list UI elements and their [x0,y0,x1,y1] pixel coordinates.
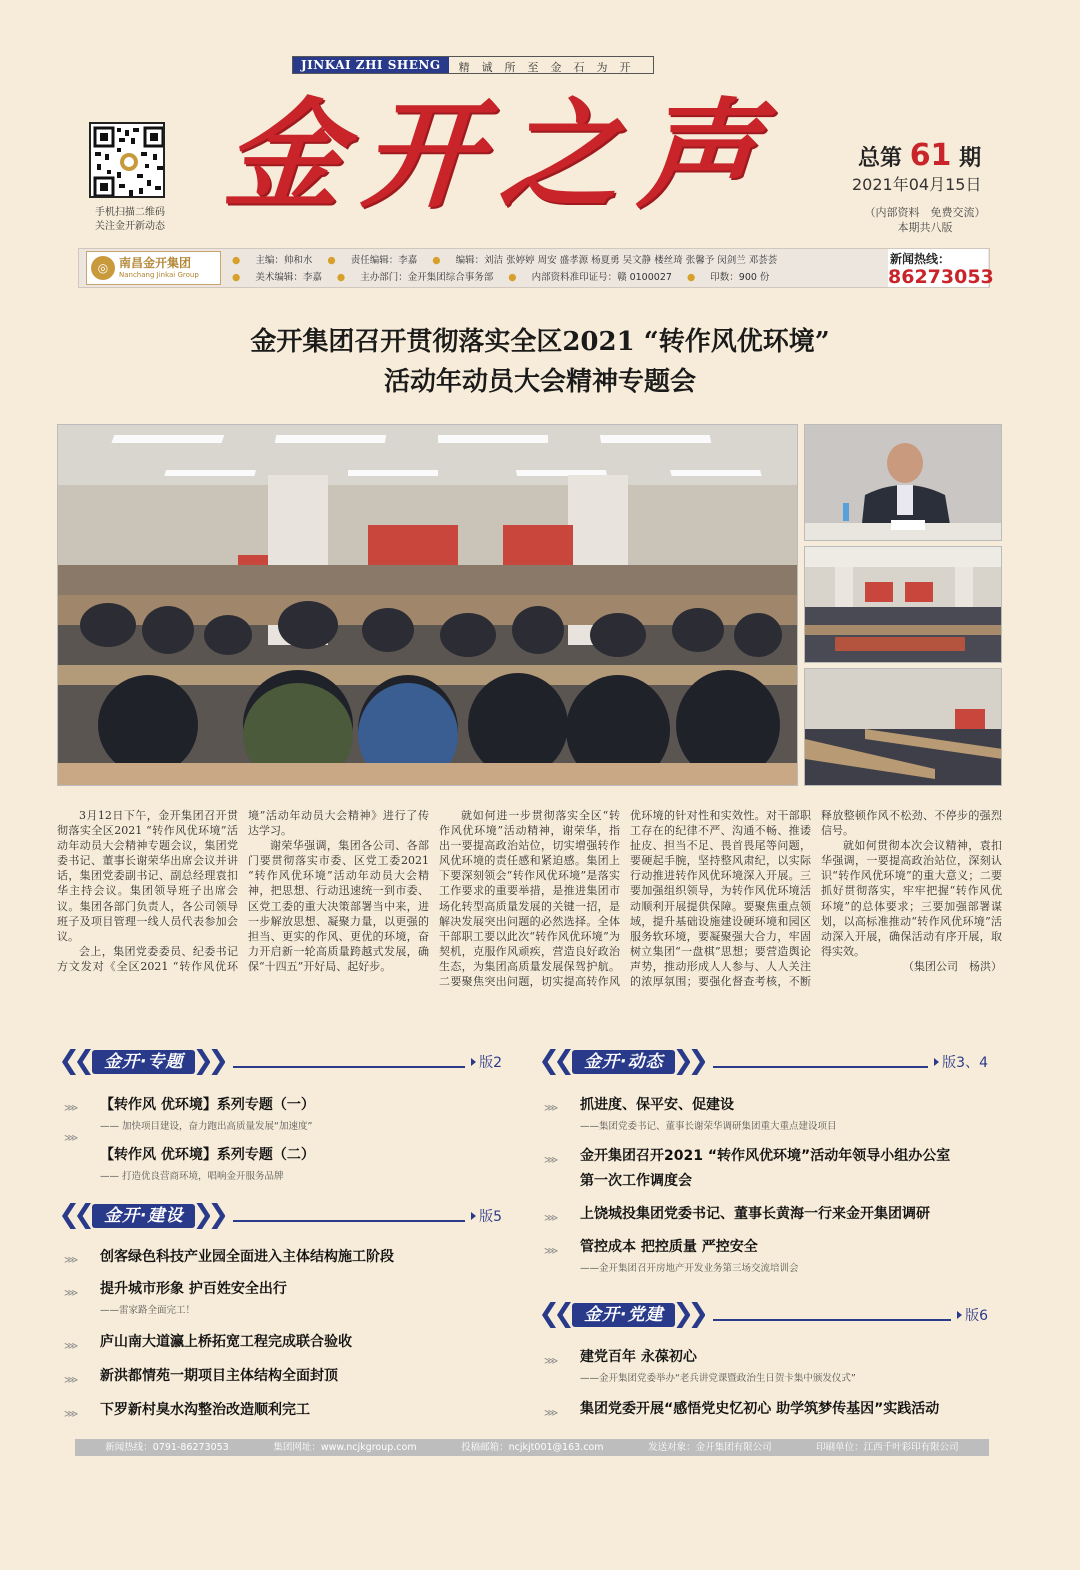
footer-email[interactable]: 投稿邮箱：ncjkjt001@163.com [461,1442,604,1453]
speaker-photo [804,424,1002,541]
article-paragraph: 会上，集团党委委员、纪委书记方文发对《全区2021 “转作风优环境”活动年动员大会精神》进行了传达学习。 [57,809,429,973]
issue-number [858,138,981,173]
credits-line-1: ● 主编：帅和水 ● 责任编辑：李嘉 ● 编辑：刘洁 张婷婷 周安 盛孝源 杨夏勇 吴文静 楼丝琦 张馨予 闵剑兰 邓荟荟 [232,255,778,266]
masthead-tagline [292,56,654,74]
issue-prefix: 总第 [858,146,903,171]
section-page-ref[interactable]: 版6 [957,1305,988,1325]
section-bullet-icon: ⋙ [64,1133,77,1144]
credit-chief-editor: 主编：帅和水 [255,255,313,266]
headline-link[interactable]: 【转作风 优环境】系列专题（二） [100,1147,315,1163]
section-bullet-icon: ⋙ [544,1103,557,1114]
headline-subtitle: ——雷家路全面完工！ [100,1305,196,1316]
headline-subtitle: ——集团党委书记、董事长谢荣华调研集团重大重点建设项目 [580,1121,837,1132]
section-page-ref[interactable]: 版5 [471,1206,502,1226]
section-header-zhuanti [62,1048,502,1076]
section-title-jianshe: 金开·建设 [92,1204,195,1228]
article-paragraph: 就如何贯彻本次会议精神，袁扣华强调，一要提高政治站位，深刻认识“转作风优环境”的重大意义；二要抓好贯彻落实，牢牢把握“转作风优环境”的总体要求；三要加强部署谋划，以高标准推动“转作风优环境”活动深入开展，确保活动有序开展，取得实效。 [821,839,1002,958]
headline-link[interactable]: 新洪都情苑一期项目主体结构全面封顶 [100,1368,338,1384]
group-logo-icon: ◎ [91,256,115,280]
headline-subtitle: —— 打造优良营商环境，唱响金开服务品牌 [100,1171,284,1182]
credits-line-2: ● 美术编辑：李嘉 ● 主办部门：金开集团综合事务部 ● 内部资料准印证号：赣 0100027 ● 印数：900 份 [232,272,770,283]
section-header-jianshe [62,1202,502,1230]
credit-editors: 编辑：刘洁 张婷婷 周安 盛孝源 杨夏勇 吴文静 楼丝琦 张馨予 闵剑兰 邓荟荟 [455,255,778,266]
section-bullet-icon: ⋙ [544,1213,557,1224]
headline-link[interactable]: 建党百年 永葆初心 [580,1349,697,1365]
article-byline: （集团公司 杨洪） [903,959,1002,973]
footer-hotline: 新闻热线：0791-86273053 [105,1442,229,1453]
qr-note-line-2: 关注金开新动态 [95,221,165,232]
headline-link[interactable]: 提升城市形象 护百姓安全出行 [100,1281,287,1297]
issue-num: 61 [909,138,952,173]
audience-photo-2 [804,668,1002,786]
footer-bar [75,1439,989,1456]
headline [120,322,960,402]
section-bullet-icon: ⋙ [64,1341,77,1352]
section-bullet-icon: ⋙ [64,1288,77,1299]
credits [232,252,882,286]
headline-link[interactable]: 上饶城投集团党委书记、董事长黄海一行来金开集团调研 [580,1206,930,1222]
headline-link[interactable]: 下罗新村臭水沟整治改造顺利完工 [100,1402,310,1418]
article-paragraph: 就如何进一步贯彻落实全区“转作风优环境”活动精神，谢荣华，指出一要提高政治站位，切实增强转作风优环境的责任感和紧迫感。集团上下要深刻领会“转作风优环境”是落实工作要求的重要举措，是推进集团市场化转型高质量发展的关键一招，是解决发展突出问题的必然选择。全体干部职工要以此次“转作风优环境”为契机，克服作风顽疾，营造良好政治生态，为集团高质量发展保驾护航。二要聚焦突出问题，切实提高转作风优环境的针对性和实效性。对干部职工存在的纪律不严、沟通不畅、推诿扯皮、担当不足、畏首畏尾等问题，要硬起手腕，坚持整风肃纪，以实际行动推进转作风优环境深入开展。三要加强组织领导，为转作风优环境活动顺利开展提供保障。要聚焦重点领域，提升基础设施建设硬环境和园区服务软环境，要凝聚强大合力，牢固树立集团“一盘棋”思想；要营造舆论声势，推动形成人人参与、人人关注的浓厚氛围；要强化督查考核，不断释放整顿作风不松劲、不停步的强烈信号。 [439,809,1002,989]
headline-line-1: 金开集团召开贯彻落实全区2021 “转作风优环境” [250,327,830,357]
headline-link[interactable]: 创客绿色科技产业园全面进入主体结构施工阶段 [100,1249,394,1265]
qr-note [80,206,180,234]
section-header-dongtai [542,1048,988,1076]
headline-link[interactable]: 集团党委开展“感悟党史忆初心 助学筑梦传基因”实践活动 [580,1401,940,1417]
group-logo [86,251,221,285]
meeting-hall-photo [57,424,798,786]
footer-printer: 印刷单位：江西千叶彩印有限公司 [816,1442,959,1453]
headline-subtitle: —— 加快项目建设，奋力跑出高质量发展“加速度” [100,1121,313,1132]
tagline-en: JINKAI ZHI SHENG [293,57,449,73]
masthead-title: 金开之声 [220,85,782,224]
section-title-zhuanti: 金开·专题 [92,1050,195,1074]
hotline-number: 86273053 [888,266,994,288]
section-page-ref[interactable]: 版3、4 [934,1052,988,1072]
issue-note-line-2: 本期共八版 [897,221,953,234]
section-bullet-icon: ⋙ [64,1375,77,1386]
headline-link[interactable]: 金开集团召开2021 “转作风优环境”活动年领导小组办公室 [580,1148,951,1164]
section-bullet-icon: ⋙ [544,1356,557,1367]
section-bullet-icon: ⋙ [64,1409,77,1420]
headline-subtitle: ——金开集团召开房地产开发业务第三场交流培训会 [580,1263,799,1274]
footer-website[interactable]: 集团网址：www.ncjkgroup.com [273,1442,417,1453]
section-title-dongtai: 金开·动态 [572,1050,675,1074]
qr-code-icon [89,122,165,198]
tagline-cn: 精诚所至金石为开 [449,57,653,73]
credit-print-count: 印数：900 份 [710,272,770,283]
section-page-ref[interactable]: 版2 [471,1052,502,1072]
section-header-dangjian [542,1301,988,1329]
section-bullet-icon: ⋙ [544,1408,557,1419]
audience-photo-1 [804,546,1002,663]
headline-link[interactable]: 抓进度、保平安、促建设 [580,1097,734,1113]
article-paragraph: 谢荣华强调，集团各公司、各部门要贯彻落实市委、区党工委2021 “转作风优环境”活动年动员大会精神，把思想、行动迅速统一到市委、区党工委的重大决策部署当中来，进一步解放思想、凝聚力量，以更强的担当、更实的作风、更优的环境，奋力开启新一轮高质量跨越式发展，确保“十四五”开好局、起好步。 [248,839,429,973]
headline-subtitle: ——金开集团党委举办“老兵讲党课暨政治生日贺卡集中颁发仪式” [580,1373,856,1384]
section-bullet-icon: ⋙ [544,1246,557,1257]
group-name-cn: 南昌金开集团 [119,256,192,270]
credit-responsible-editor: 责任编辑：李嘉 [350,255,418,266]
footer-target: 发送对象：金开集团有限公司 [648,1442,772,1453]
credit-department: 主办部门：金开集团综合事务部 [360,272,494,283]
headline-link[interactable]: 庐山南大道瀛上桥拓宽工程完成联合验收 [100,1334,352,1350]
headline-link-cont[interactable]: 第一次工作调度会 [580,1173,692,1189]
qr-note-line-1: 手机扫描二维码 [95,207,165,218]
headline-link[interactable]: 【转作风 优环境】系列专题（一） [100,1097,315,1113]
headline-line-2: 活动年动员大会精神专题会 [383,367,696,397]
headline-link[interactable]: 管控成本 把控质量 严控安全 [580,1239,758,1255]
credit-art-editor: 美术编辑：李嘉 [255,272,322,283]
lead-article [57,808,1002,1018]
section-bullet-icon: ⋙ [64,1103,77,1114]
section-bullet-icon: ⋙ [544,1155,557,1166]
issue-note [850,205,1000,235]
hotline-label: 新闻热线： [890,252,951,266]
article-paragraph: 3月12日下午，金开集团召开贯彻落实全区2021 “转作风优环境”活动年动员大会精神专题会议，集团党委书记、董事长谢荣华出席会议并讲话，集团党委副书记、副总经理袁扣华主持会议。集团领导班子出席会议。集团各部门负责人，各公司领导班子及项目管理一线人员代表参加会议。 [57,809,238,943]
issue-suffix: 期 [959,146,982,171]
issue-note-line-1: （内部资料 免费交流） [864,206,986,219]
section-title-dangjian: 金开·党建 [572,1303,675,1327]
issue-date: 2021年04月15日 [852,175,982,194]
credit-permit: 内部资料准印证号：赣 0100027 [531,272,672,283]
section-bullet-icon: ⋙ [64,1255,77,1266]
group-name-en: Nanchang Jinkai Group [119,271,199,279]
